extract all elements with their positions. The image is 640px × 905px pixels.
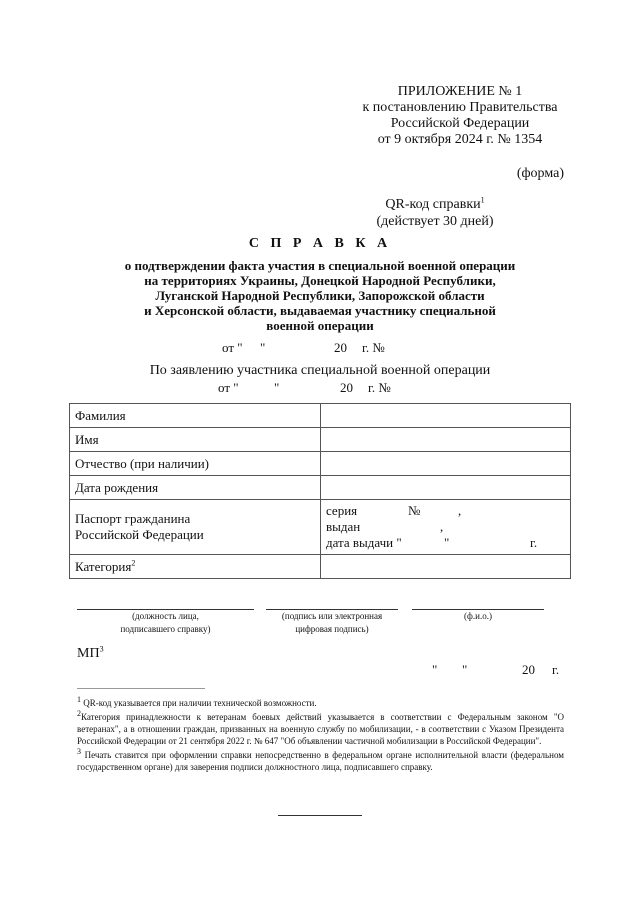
application-intro: По заявлению участника специальной военной операции (149, 363, 491, 378)
name-field[interactable] (321, 428, 571, 452)
table-row (70, 404, 571, 428)
series-comma: , (458, 503, 462, 518)
subtitle-line: о подтверждении факта участия в специальной военной операции (124, 258, 516, 273)
subtitle-line: и Херсонской области, выдаваемая участнику специальной (144, 303, 496, 318)
date-quote: " (432, 662, 438, 677)
caption-line: (должность лица, (132, 611, 199, 621)
qr-validity: (действует 30 дней) (376, 214, 494, 229)
passport-date-line (326, 535, 565, 551)
footnote-mark: 1 (77, 695, 81, 704)
birthdate-field[interactable] (321, 476, 571, 500)
table-row (70, 500, 571, 555)
footnote-mark: 2 (77, 709, 81, 718)
category-field[interactable] (321, 555, 571, 579)
appendix-resolution: к постановлению Правительства (362, 100, 558, 115)
issued-comma: , (440, 519, 444, 534)
passport-issued-line (326, 519, 565, 535)
caption-line: подписавшего справку) (120, 624, 211, 634)
personal-data-table (69, 403, 571, 579)
appendix-government: Российской Федерации (390, 116, 530, 131)
issue-date-g: г. (530, 535, 538, 550)
birthdate-label: Дата рождения (70, 476, 321, 500)
signature-caption (266, 610, 398, 636)
passport-label (70, 500, 321, 555)
date-year: 20 (340, 380, 353, 395)
document-title: С П Р А В К А (248, 236, 392, 251)
subtitle-line: Луганской Народной Республики, Запорожской области (155, 288, 485, 303)
number-sign: № (408, 503, 421, 518)
footnote-1 (77, 697, 564, 709)
footnote-text: Категория принадлежности к ветеранам боевых действий указывается в соответствии с Федеральным законом "О ветеранах", а в отношении граждан, призванных на военную службу по мобилизации, - в соответствии с Указом Президента Российской Федерации от 21 сентября 2022 г. № 647 "Об объявлении частичной мобилизации в Российской Федерации". (77, 712, 564, 746)
patronymic-field[interactable] (321, 452, 571, 476)
date-number: г. № (362, 340, 385, 355)
fio-caption: (ф.и.о.) (464, 611, 492, 621)
category-label (70, 555, 321, 579)
footnote-text: Печать ставится при оформлении справки непосредственно в федеральном органе исполнительной власти (федеральном государственном органе) для заверения подписи должностного лица, подписавшего справку. (77, 750, 564, 772)
position-signature-block (77, 609, 254, 636)
stamp-place (77, 646, 104, 662)
qr-footnote-mark: 1 (480, 195, 485, 205)
passport-label-line: Российской Федерации (75, 527, 204, 542)
date-from: от " (218, 380, 239, 395)
position-caption (77, 610, 254, 636)
passport-label-line: Паспорт гражданина (75, 511, 191, 526)
qr-label: QR-код справки (385, 197, 481, 212)
series-label: серия (326, 503, 358, 518)
subtitle-line: военной операции (266, 318, 374, 333)
qr-block (330, 196, 540, 230)
surname-field[interactable] (321, 404, 571, 428)
table-row (70, 428, 571, 452)
category-text: Категория (75, 558, 132, 574)
caption-line: цифровая подпись) (295, 624, 369, 634)
date-number: г. № (368, 380, 391, 395)
mp-label: МП (77, 646, 100, 661)
footnote-mark: 3 (77, 747, 81, 756)
signature-block (266, 609, 398, 636)
footnote-text: QR-код указывается при наличии технической возможности. (81, 698, 317, 708)
date-year: 20 (334, 340, 347, 355)
surname-label: Фамилия (70, 404, 321, 428)
table-row (70, 452, 571, 476)
table-row (70, 476, 571, 500)
caption-line: (подпись или электронная (281, 611, 383, 621)
date-g: г. (552, 662, 560, 677)
passport-series-line (326, 503, 565, 519)
appendix-title: ПРИЛОЖЕНИЕ № 1 (397, 84, 523, 99)
footnote-separator (77, 688, 205, 689)
footnote-3 (77, 749, 564, 773)
category-footnote-mark: 2 (131, 558, 136, 568)
footnotes (77, 697, 564, 775)
table-row (70, 555, 571, 579)
issued-label: выдан (326, 519, 361, 534)
date-quote: " (274, 380, 280, 395)
issue-date-label: дата выдачи " (326, 535, 402, 550)
document-subtitle (60, 258, 580, 333)
end-separator (278, 815, 362, 816)
issue-date-quote: " (444, 535, 450, 550)
date-year: 20 (522, 662, 535, 677)
name-label: Имя (70, 428, 321, 452)
mp-footnote-mark: 3 (99, 644, 104, 654)
patronymic-label: Отчество (при наличии) (70, 452, 321, 476)
appendix-date: от 9 октября 2024 г. № 1354 (377, 132, 543, 147)
form-label: (форма) (516, 166, 564, 181)
date-from: от " (222, 340, 243, 355)
date-quote: " (462, 662, 468, 677)
footnote-2 (77, 711, 564, 747)
subtitle-line: на территориях Украины, Донецкой Народной Республики, (144, 273, 496, 288)
passport-field[interactable] (321, 500, 571, 555)
appendix-block (330, 84, 590, 148)
date-quote: " (260, 340, 266, 355)
fio-block (412, 609, 544, 623)
